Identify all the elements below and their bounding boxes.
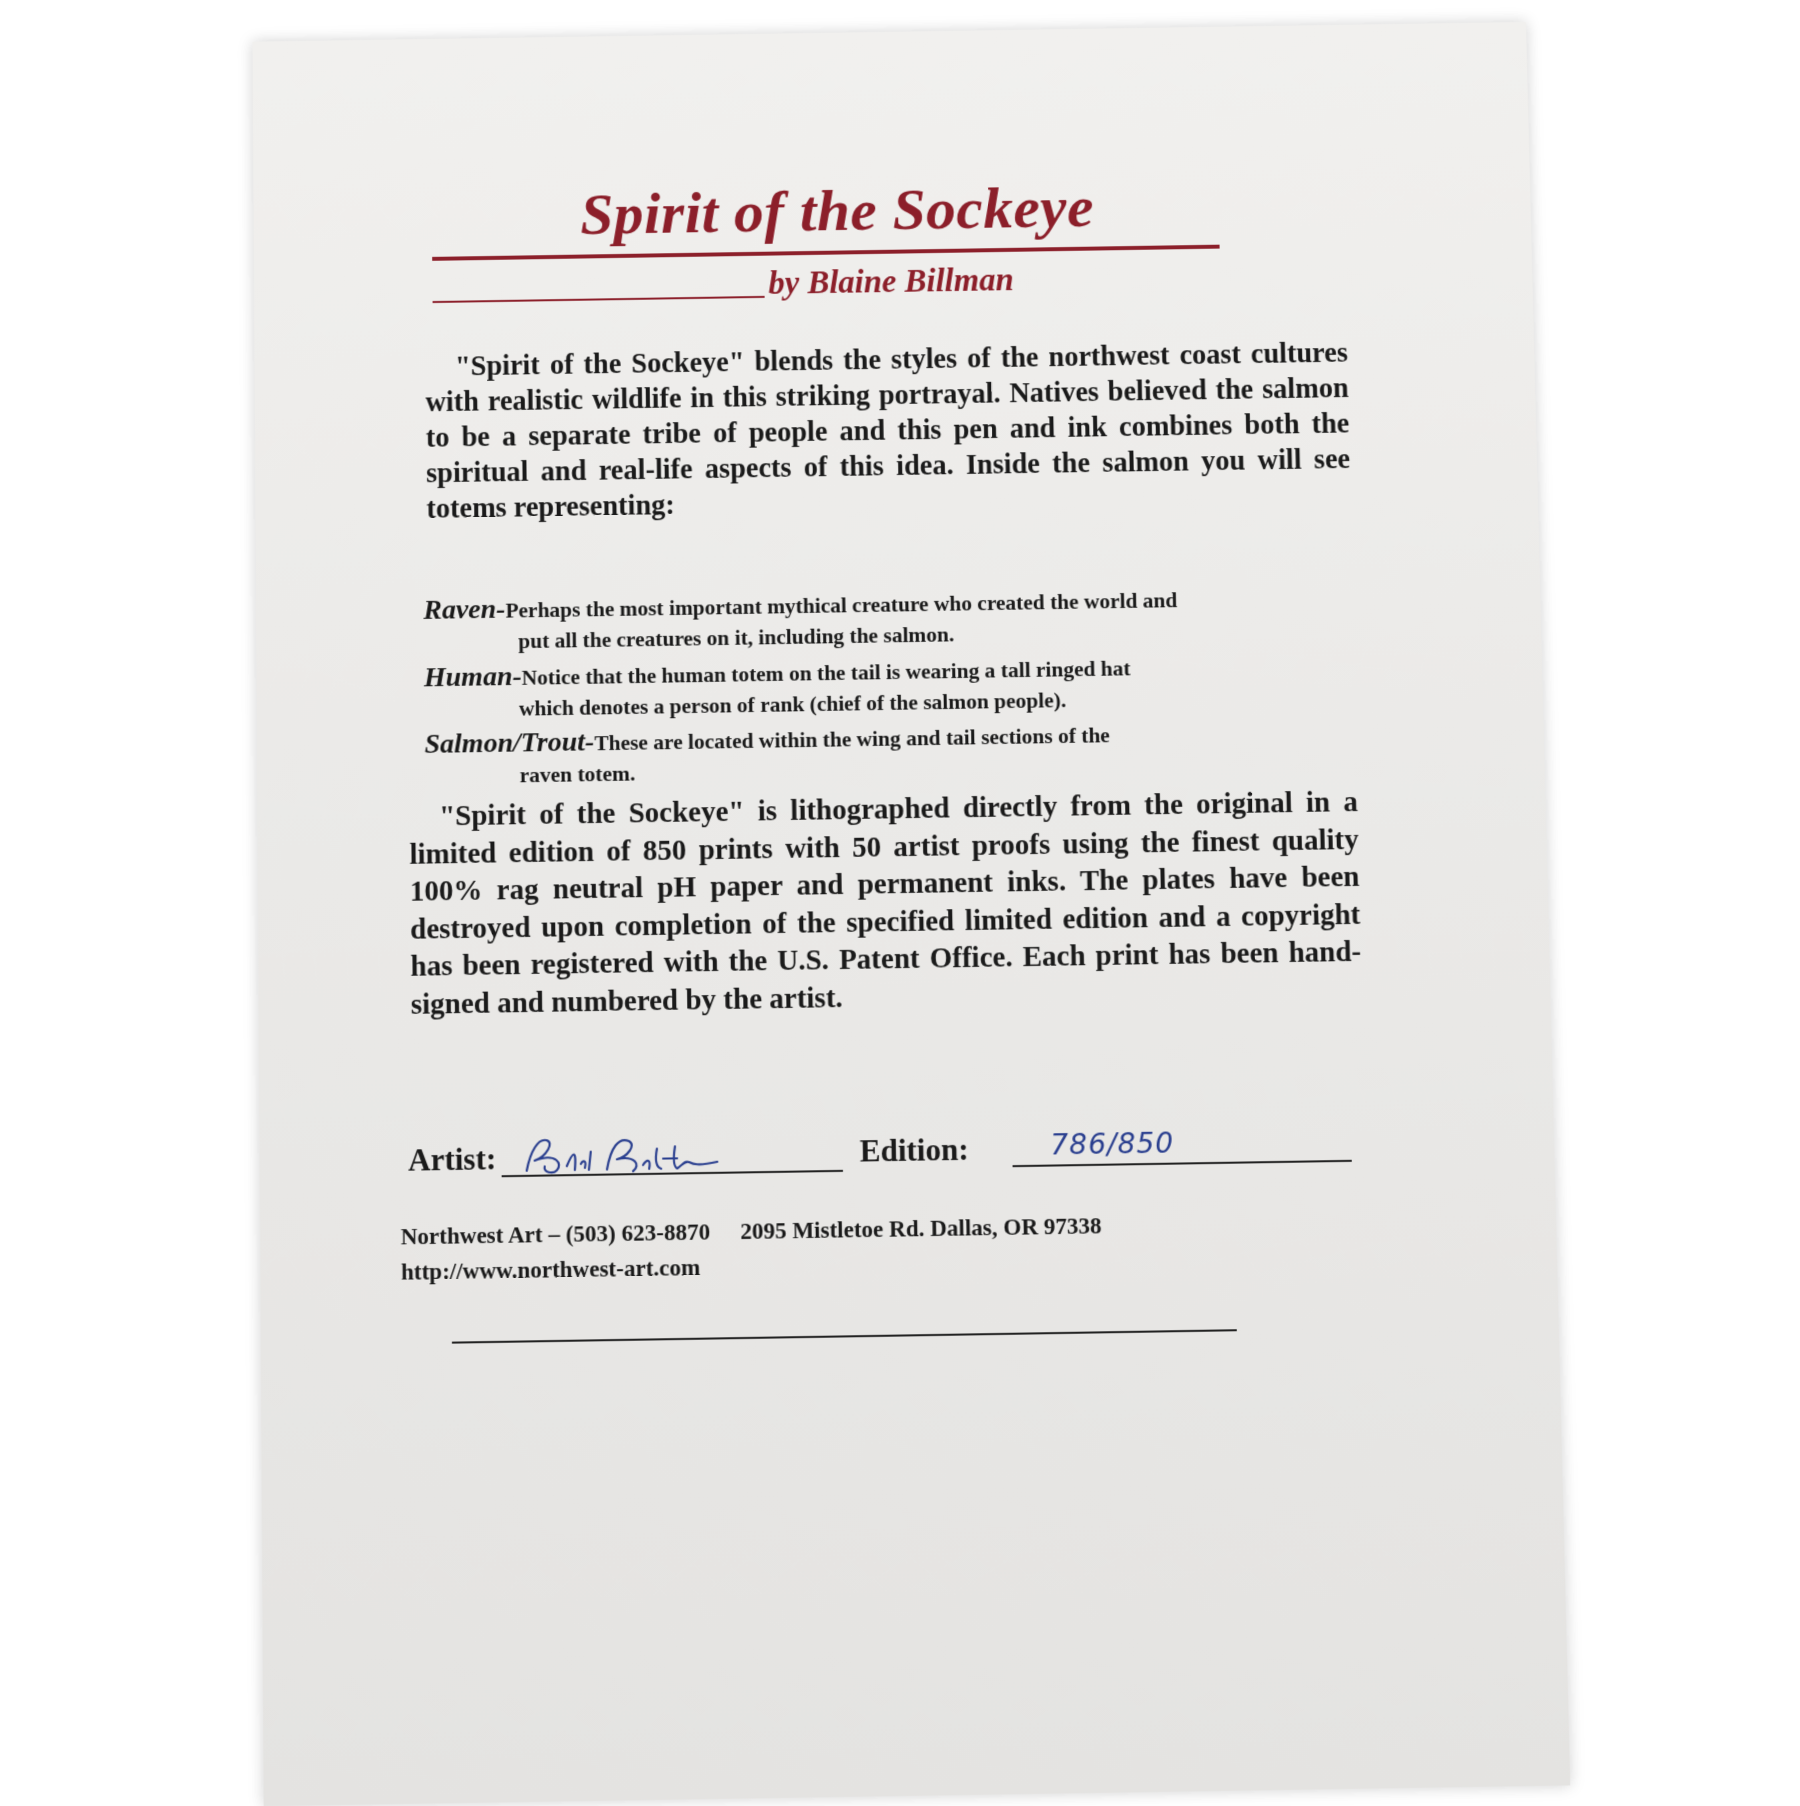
publisher-address: 2095 Mistletoe Rd. Dallas, OR 97338 <box>740 1213 1102 1245</box>
artist-signature <box>516 1127 757 1179</box>
edition-paragraph: "Spirit of the Sockeye" is lithographed directly from the original in a limited edition of 850 prints with 50 artist proofs using the finest quality 100% rag neutral pH paper and permanent inks. The plates have been destroyed upon completion of the specified limited edition and a copyright has been registered with the U.S. Patent Office. Each print has been hand-signed and numbered by the artist. <box>409 786 1362 1021</box>
intro-paragraph: "Spirit of the Sockeye" blends the styles of the northwest coast cultures with realistic wildlife in this striking portrayal. Natives believed the salmon to be a separate tribe of people and this pen and ink combines both the spiritual and real-life aspects of this idea. Inside the salmon you will see totems representing: <box>425 337 1351 525</box>
contact-block <box>401 1205 1306 1290</box>
totem-description: Perhaps the most important mythical creature who created the world and <box>505 588 1178 623</box>
totem-name: Salmon/Trout- <box>424 726 595 760</box>
totem-entry-salmon-trout <box>424 715 1353 793</box>
totem-description: Notice that the human totem on the tail is wearing a tall ringed hat <box>521 656 1131 690</box>
publisher-website: http://www.northwest-art.com <box>400 1254 701 1285</box>
totem-entry-raven <box>423 581 1350 659</box>
certificate-content <box>252 22 1570 1806</box>
totem-description-cont: put all the creatures on it, including the salmon. <box>518 622 955 654</box>
totem-name: Human- <box>423 660 522 694</box>
title-underline <box>432 245 1219 261</box>
edition-label: Edition: <box>859 1131 969 1169</box>
signature-row <box>408 1121 1382 1187</box>
totem-description-cont: raven totem. <box>519 761 636 788</box>
totem-name: Raven- <box>423 593 506 626</box>
certificate-title: Spirit of the Sockeye <box>579 174 1095 247</box>
edition-number: 786/850 <box>1050 1126 1175 1162</box>
totem-description-cont: which denotes a person of rank (chief of the salmon people). <box>518 688 1067 721</box>
totem-entry-human <box>424 648 1352 726</box>
totem-description: These are located within the wing and tail sections of the <box>594 723 1111 756</box>
bottom-signature-line <box>452 1329 1237 1343</box>
certificate-sheet <box>252 22 1570 1806</box>
artist-byline: by Blaine Billman <box>768 262 1014 302</box>
publisher-phone: Northwest Art – (503) 623-8870 <box>400 1219 711 1250</box>
byline-rule <box>433 296 765 303</box>
artist-label: Artist: <box>407 1141 497 1178</box>
